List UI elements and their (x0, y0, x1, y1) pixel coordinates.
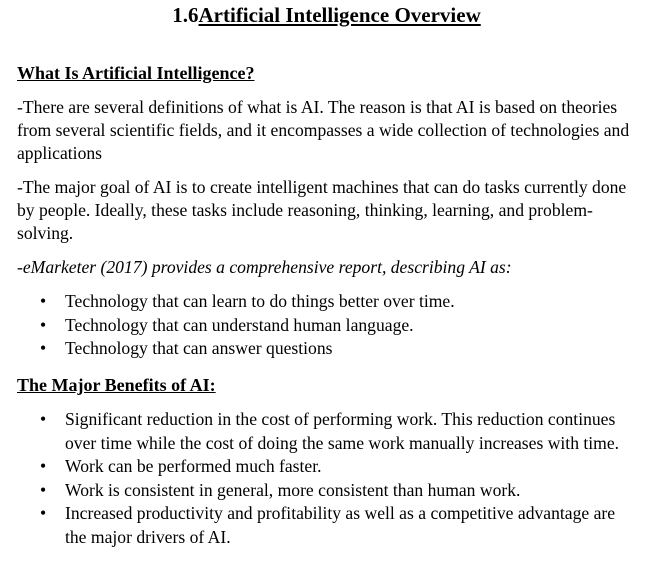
list-item-text: Work can be performed much faster. (65, 456, 322, 476)
list-item-text: Technology that can learn to do things better over time. (65, 291, 455, 311)
benefits-list (0, 408, 653, 549)
bullet-icon: • (40, 479, 47, 500)
list-item-text: Technology that can understand human language. (65, 314, 414, 335)
list-item-text: Increased productivity and profitability as well as a competitive advantage are the major drivers of AI. (65, 503, 616, 547)
bullet-icon: • (40, 338, 47, 358)
list-item (0, 314, 635, 338)
list-item-text: Work is consistent in general, more consistent than human work. (65, 479, 521, 500)
list-item (0, 479, 635, 503)
title-text: Artificial Intelligence Overview (198, 3, 481, 27)
section-heading-what-is-ai: What Is Artificial Intelligence? (17, 63, 255, 83)
bullet-icon: • (40, 456, 47, 476)
list-item (0, 455, 635, 479)
section-number: 1.6 (172, 3, 199, 27)
paragraph-emarketer: -eMarketer (2017) provides a comprehensive report, describing AI as: (17, 257, 512, 277)
list-item (0, 408, 635, 455)
ai-description-list (0, 290, 653, 361)
paragraph-major-goal: -The major goal of AI is to create intelligent machines that can do tasks currently done by people. Ideally, these tasks include reasoning, thinking, learning, and problem-solving. (17, 177, 627, 243)
bullet-icon: • (40, 503, 47, 523)
page-title (0, 2, 653, 28)
list-item (0, 502, 635, 549)
bullet-icon: • (40, 409, 47, 429)
list-item (0, 290, 635, 314)
bullet-icon: • (40, 291, 47, 311)
list-item-text: Technology that can answer questions (65, 338, 333, 358)
list-item-text: Significant reduction in the cost of performing work. This reduction continues over time while the cost of doing the same work manually increases with time. (65, 409, 620, 453)
section-heading-benefits: The Major Benefits of AI: (17, 375, 216, 395)
list-item (0, 337, 635, 361)
bullet-icon: • (40, 314, 47, 335)
paragraph-definitions: -There are several definitions of what is AI. The reason is that AI is based on theories from several scientific fields, and it encompasses a wide collection of technologies and applications (17, 97, 630, 163)
